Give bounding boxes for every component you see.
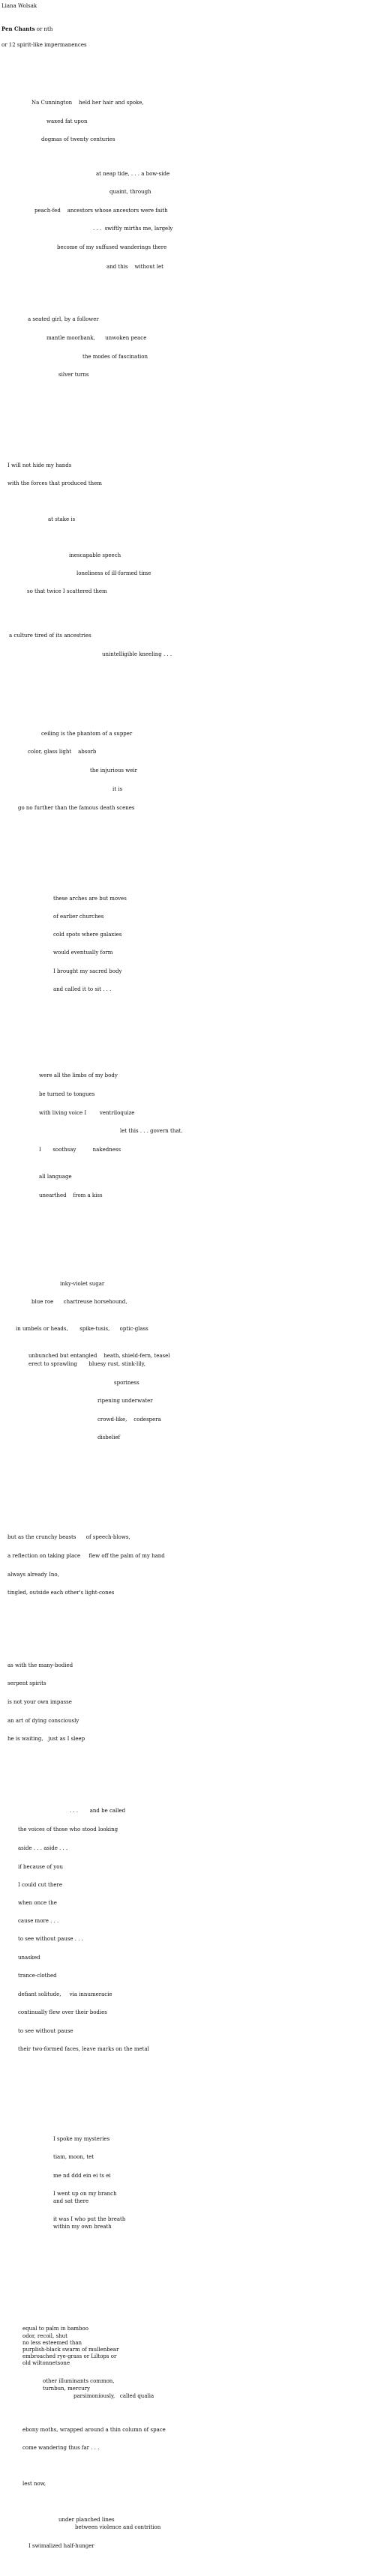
poem-line: I spoke my mysteries — [53, 2136, 110, 2142]
poem-line: ebony moths, wrapped around a thin column of space — [22, 2427, 166, 2433]
poem-line: lest now, — [22, 2481, 46, 2487]
poem-line: with the forces that produced them — [8, 480, 102, 486]
poem-line: unintelligible kneeling . . . — [102, 651, 172, 657]
poem-line: I could cut there — [18, 1882, 62, 1888]
poem-line: . . . swiftly mirths me, largely — [93, 226, 173, 232]
poem-title — [2, 25, 52, 33]
poem-line: silver turns — [58, 372, 89, 378]
poem-line: at stake is — [48, 516, 76, 522]
poem-line: at neap tide, . . . a bow-side — [96, 171, 170, 177]
poem-line: be turned to tongues — [39, 1091, 95, 1097]
poem-line: as with the many-bodied — [8, 1662, 74, 1668]
poem-line: between violence and contrition — [75, 2524, 161, 2530]
poem-line: trance-clothed — [18, 1973, 57, 1979]
poem-line: ceiling is the phantom of a supper — [41, 731, 133, 737]
poem-line: the injurious weir — [90, 767, 137, 773]
poem-line: unbunched but entangled heath, shield-fern, teasel — [28, 1353, 170, 1359]
poem-line: inky-violet sugar — [60, 1281, 105, 1287]
poem-line: disbelief — [98, 1435, 121, 1441]
poem-line: these arches are but moves — [53, 896, 127, 902]
poem-line: and this without let — [106, 264, 164, 270]
poem-line: inescapable speech — [69, 552, 122, 558]
poem-line: always already Ino, — [8, 1572, 59, 1578]
poem-line: I will not hide my hands — [8, 462, 72, 468]
poem-line: it is — [112, 786, 123, 792]
poem-line: tiam, moon, tet — [53, 2154, 94, 2160]
poem-line: dogmas of twenty centuries — [41, 136, 116, 142]
poem-line: tingled, outside each other's light-cones — [8, 1590, 115, 1596]
poem-line: . . . and be called — [70, 1808, 126, 1814]
poem-line: aside . . . aside . . . — [18, 1845, 68, 1851]
poem-line: embroached rye-grass or Liltops or — [22, 2353, 117, 2359]
poem-line: old wiltonnetsone — [22, 2360, 70, 2366]
poem-line: sporiness — [114, 1380, 140, 1386]
poem-line: parsimoniously, called qualia — [74, 2393, 154, 2399]
poem-line: let this . . . govern that. — [120, 1128, 183, 1134]
poem-line: of earlier churches — [53, 914, 104, 920]
poem-line: equal to palm in bamboo — [22, 2326, 88, 2332]
poem-line: the modes of fascination — [82, 354, 148, 360]
poem-line: Na Cunnington held her hair and spoke, — [32, 100, 144, 106]
poem-line: color, glass light absorb — [28, 749, 97, 755]
poem-line: within my own breath — [53, 2224, 112, 2230]
poem-line: would eventually form — [53, 950, 113, 956]
poem-line: cause more . . . — [18, 1918, 59, 1924]
poem-line: purplish-black swarm of mullenbear — [22, 2347, 119, 2353]
poem-line: were all the limbs of my body — [39, 1073, 118, 1079]
poem-line: he is waiting, just as I sleep — [8, 1736, 86, 1742]
poem-line: but as the crunchy beasts of speech-blows, — [8, 1534, 130, 1540]
author-name: Liana Wolsak — [2, 3, 38, 9]
poem-line: cold spots where galaxies — [53, 932, 122, 938]
poem-line: to see without pause . . . — [18, 1936, 83, 1942]
poem-line: defiant solitude, via innumeracie — [18, 1991, 112, 1997]
poem-line: unasked — [18, 1955, 40, 1961]
poem-line: a seated girl, by a follower — [28, 316, 99, 322]
poem-line: crowd-like, codespera — [98, 1417, 161, 1423]
poem-line: and sat there — [53, 2198, 89, 2204]
poem-line: serpent spirits — [8, 1680, 46, 1686]
poem-line: unearthed from a kiss — [39, 1192, 103, 1198]
poem-line: turnbun, mercury — [43, 2386, 90, 2392]
poem-line: erect to sprawling bluesy rust, stink-lily, — [28, 1361, 146, 1367]
poem-line: blue roe chartreuse horsehound, — [32, 1299, 128, 1305]
poem-line: so that twice I scattered them — [27, 588, 107, 594]
poem-line: I went up on my branch — [53, 2191, 117, 2197]
poem-line: and called it to sit . . . — [53, 986, 112, 992]
poem-line: peach-fed ancestors whose ancestors were faith — [34, 208, 168, 214]
poem-line: go no further than the famous death scenes — [18, 805, 135, 811]
poem-line: it was I who put the breath — [53, 2216, 126, 2222]
poem-line: is not your own impasse — [8, 1699, 72, 1705]
poem-line: come wandering thus far . . . — [22, 2445, 100, 2451]
poem-line: mantle moorbank, unwoken peace — [46, 335, 147, 341]
poem-line: me nd ddd ein ei ts ei — [53, 2173, 111, 2179]
poem-line: an art of dying consciously — [8, 1718, 80, 1724]
poem-line: quaint, through — [110, 189, 152, 195]
poem-line: become of my suffused wanderings there — [57, 244, 167, 250]
poem-line: to see without pause — [18, 2028, 74, 2034]
poem-title-bold: Pen Chants — [2, 25, 35, 32]
poem-line: with living voice I ventriloquize — [39, 1110, 135, 1116]
poem-line: when once the — [18, 1900, 57, 1906]
poem-line: waxed fat upon — [46, 118, 88, 124]
poem-line: their two-formed faces, leave marks on the metal — [18, 2046, 149, 2052]
poem-line: if because of you — [18, 1864, 63, 1870]
poem-line: I brought my sacred body — [53, 968, 122, 974]
poem-title-rest: or nth — [34, 26, 53, 32]
poem-line: loneliness of ill-formed time — [76, 570, 152, 576]
poem-line: I swimalized half-hunger — [28, 2543, 94, 2549]
poem-line: the voices of those who stood looking — [18, 1827, 118, 1833]
poem-line: all language — [39, 1174, 72, 1180]
poem-line: no less esteemed than — [22, 2340, 82, 2346]
poem-line: in umbels or heads, spike-tusis, optic-glass — [16, 1326, 148, 1332]
poem-line: other illuminants common, — [43, 2378, 115, 2384]
poem-line: a reflection on taking place flew off the palm of my hand — [8, 1553, 165, 1559]
poem-line: odor, recoil, shut — [22, 2333, 68, 2339]
poem-line: a culture tired of its ancestries — [9, 633, 92, 639]
poem-line: under planched lines — [58, 2517, 115, 2523]
poem-line: ripening underwater — [98, 1398, 153, 1404]
poem-line: I soothsay nakedness — [39, 1147, 122, 1153]
poem-subtitle: or 12 spirit-like impermanences — [2, 42, 87, 48]
poem-line: continually flew over their bodies — [18, 2009, 107, 2015]
